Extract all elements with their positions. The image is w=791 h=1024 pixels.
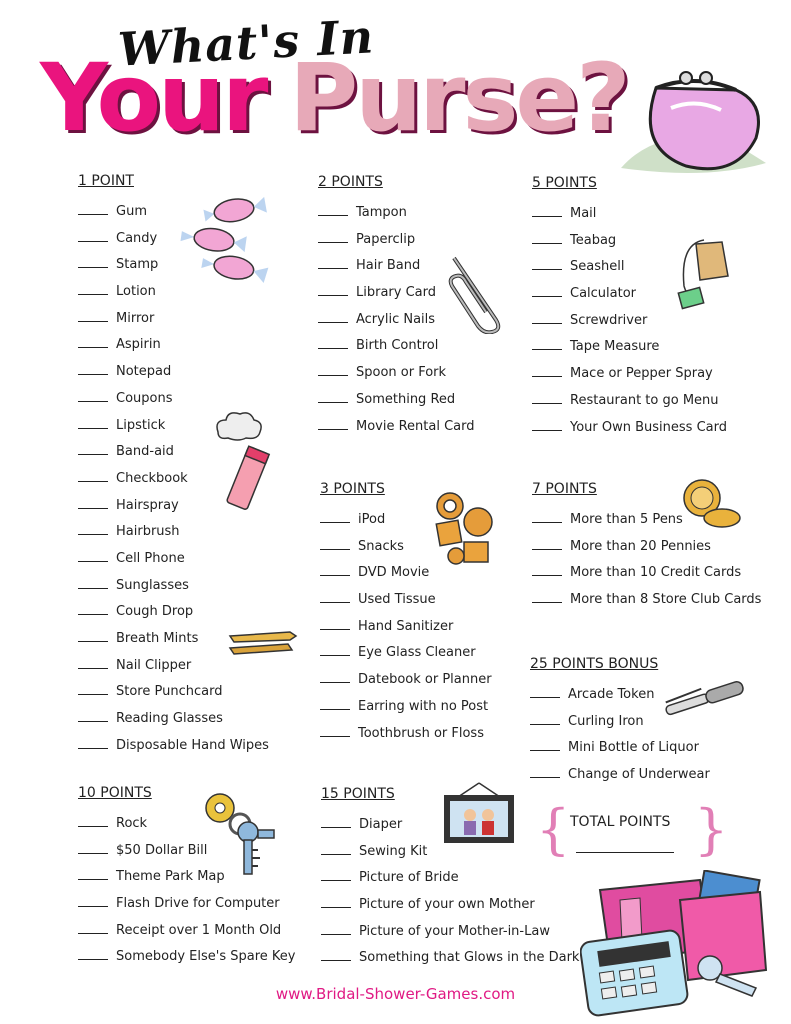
answer-blank[interactable] [78, 255, 108, 268]
item-label: Tampon [356, 205, 407, 220]
coins-icon [680, 476, 742, 530]
section-title: 7 POINTS [532, 481, 597, 497]
item-label: Lipstick [116, 417, 166, 433]
section-title: 5 POINTS [532, 175, 597, 191]
checklist-item[interactable] [78, 918, 295, 945]
item-label: More than 10 Credit Cards [570, 565, 742, 581]
answer-blank[interactable] [78, 736, 108, 749]
purse-icon [616, 68, 776, 180]
answer-blank[interactable] [318, 230, 348, 243]
answer-blank[interactable] [320, 537, 350, 550]
item-label: Change of Underwear [568, 767, 710, 783]
item-label: Receipt over 1 Month Old [116, 922, 282, 938]
answer-blank[interactable] [321, 895, 351, 908]
checklist-item[interactable] [532, 388, 727, 415]
answer-blank[interactable] [320, 590, 350, 603]
answer-blank[interactable] [532, 537, 562, 550]
item-label: Used Tissue [358, 592, 436, 608]
answer-blank[interactable] [532, 337, 562, 350]
item-label: Reading Glasses [116, 711, 223, 727]
answer-blank[interactable] [78, 682, 108, 695]
item-label: iPod [358, 512, 386, 527]
item-label: Theme Park Map [116, 869, 225, 885]
item-label: More than 8 Store Club Cards [570, 592, 762, 608]
answer-blank[interactable] [78, 656, 108, 669]
item-label: Library Card [356, 285, 436, 301]
checklist-item[interactable] [78, 332, 269, 359]
checklist-item[interactable] [78, 519, 269, 546]
checklist-item[interactable] [318, 387, 475, 414]
item-label: Birth Control [356, 338, 439, 354]
item-label: Snacks [358, 538, 404, 554]
answer-blank[interactable] [78, 629, 108, 642]
checklist-item[interactable] [320, 640, 492, 667]
checklist-item[interactable] [530, 735, 710, 762]
total-points-label: TOTAL POINTS [570, 814, 671, 830]
footer-url[interactable]: www.Bridal-Shower-Games.com [275, 985, 516, 1003]
item-label: Aspirin [116, 337, 161, 353]
answer-blank[interactable] [321, 948, 351, 961]
answer-blank[interactable] [532, 418, 562, 431]
item-label: Acrylic Nails [356, 311, 436, 327]
item-label: Flash Drive for Computer [116, 896, 280, 912]
item-label: Sewing Kit [359, 843, 428, 859]
item-label: Curling Iron [568, 713, 644, 729]
checklist-item[interactable] [532, 587, 761, 614]
main-title [40, 44, 628, 153]
checklist-item[interactable] [321, 892, 579, 919]
answer-blank[interactable] [321, 922, 351, 935]
item-label: More than 5 Pens [570, 512, 683, 527]
item-label: Nail Clipper [116, 657, 192, 673]
answer-blank[interactable] [320, 697, 350, 710]
item-label: Eye Glass Cleaner [358, 645, 476, 661]
item-label: Calculator [570, 286, 637, 302]
item-label: Store Punchcard [116, 684, 223, 700]
paperclip-icon [444, 250, 510, 334]
item-label: Mirror [116, 310, 155, 326]
item-label: Hair Band [356, 258, 421, 274]
answer-blank[interactable] [78, 576, 108, 589]
item-label: Checkbook [116, 470, 188, 486]
checklist-item[interactable] [321, 865, 579, 892]
candy-icon [176, 192, 276, 292]
answer-blank[interactable] [78, 416, 108, 429]
item-label: Stamp [116, 257, 159, 273]
answer-blank[interactable] [532, 311, 562, 324]
answer-blank[interactable] [78, 282, 108, 295]
checklist-item[interactable] [532, 560, 761, 587]
answer-blank[interactable] [318, 256, 348, 269]
answer-blank[interactable] [321, 842, 351, 855]
total-points-blank[interactable] [576, 852, 674, 853]
answer-blank[interactable] [532, 231, 562, 244]
answer-blank[interactable] [318, 203, 348, 216]
checklist-item[interactable] [530, 762, 710, 789]
answer-blank[interactable] [78, 389, 108, 402]
item-label: Teabag [570, 232, 617, 248]
checklist-item[interactable] [318, 414, 475, 441]
item-label: Notepad [116, 364, 172, 380]
header [0, 0, 791, 170]
answer-blank[interactable] [78, 496, 108, 509]
item-label: Coupons [116, 390, 173, 406]
answer-blank[interactable] [78, 947, 108, 960]
snacks-icon [428, 488, 500, 568]
item-label: Hairbrush [116, 524, 180, 540]
item-label: Breath Mints [116, 631, 199, 646]
checklist-item[interactable] [321, 919, 579, 946]
answer-blank[interactable] [78, 709, 108, 722]
title-word-purse: Purse? [289, 44, 628, 153]
item-label: Arcade Token [568, 687, 655, 702]
section-title: 25 POINTS BONUS [530, 656, 659, 672]
checklist-item[interactable] [318, 200, 475, 227]
answer-blank[interactable] [78, 362, 108, 375]
checklist-item[interactable] [532, 334, 727, 361]
item-label: More than 20 Pennies [570, 538, 711, 554]
checklist-item[interactable] [78, 891, 295, 918]
item-label: Picture of your Mother-in-Law [359, 923, 550, 939]
answer-blank[interactable] [78, 335, 108, 348]
answer-blank[interactable] [532, 510, 562, 523]
framed-picture-icon [440, 781, 518, 845]
answer-blank[interactable] [532, 391, 562, 404]
item-label: Earring with no Post [358, 698, 489, 714]
section-title: 2 POINTS [318, 174, 383, 190]
item-label: Mail [570, 206, 597, 221]
answer-blank[interactable] [320, 643, 350, 656]
checklist-item[interactable] [78, 944, 295, 971]
checklist-item[interactable] [318, 360, 475, 387]
left-brace-icon: { [536, 798, 571, 861]
item-label: Disposable Hand Wipes [116, 737, 269, 753]
item-label: Picture of Bride [359, 870, 459, 886]
answer-blank[interactable] [318, 363, 348, 376]
section-title: 15 POINTS [321, 786, 395, 802]
answer-blank[interactable] [318, 336, 348, 349]
item-label: $50 Dollar Bill [116, 842, 208, 858]
section-title: 3 POINTS [320, 481, 385, 497]
answer-blank[interactable] [78, 814, 108, 827]
total-points-box [536, 798, 729, 868]
checklist-item[interactable] [532, 361, 727, 388]
answer-blank[interactable] [78, 442, 108, 455]
answer-blank[interactable] [78, 309, 108, 322]
item-label: Something Red [356, 391, 456, 407]
item-label: Hairspray [116, 497, 179, 513]
checklist-item[interactable] [318, 333, 475, 360]
checklist-item[interactable] [321, 945, 579, 972]
answer-blank[interactable] [532, 204, 562, 217]
item-label: Diaper [359, 817, 403, 832]
checklist-item[interactable] [320, 587, 492, 614]
item-label: Cough Drop [116, 604, 194, 620]
item-label: Something that Glows in the Dark [359, 950, 580, 966]
answer-blank[interactable] [321, 868, 351, 881]
section-title: 10 POINTS [78, 785, 152, 801]
answer-blank[interactable] [78, 867, 108, 880]
item-label: Hand Sanitizer [358, 618, 454, 634]
checklist-item[interactable] [532, 201, 727, 228]
checklist-item[interactable] [78, 706, 269, 733]
answer-blank[interactable] [321, 815, 351, 828]
answer-blank[interactable] [78, 229, 108, 242]
checklist-item[interactable] [320, 694, 492, 721]
answer-blank[interactable] [78, 602, 108, 615]
item-label: Screwdriver [570, 312, 648, 328]
answer-blank[interactable] [78, 469, 108, 482]
item-label: Somebody Else's Spare Key [116, 949, 296, 965]
answer-blank[interactable] [318, 390, 348, 403]
checklist-item[interactable] [78, 599, 269, 626]
item-label: Datebook or Planner [358, 672, 492, 688]
answer-blank[interactable] [532, 563, 562, 576]
item-label: Your Own Business Card [570, 419, 727, 435]
answer-blank[interactable] [530, 712, 560, 725]
answer-blank[interactable] [532, 590, 562, 603]
answer-blank[interactable] [318, 283, 348, 296]
checklist-item[interactable] [78, 306, 269, 333]
nail-clipper-icon [226, 628, 298, 658]
checklist-item[interactable] [78, 386, 269, 413]
title-line1: What's In [116, 9, 376, 77]
checklist-item[interactable] [78, 573, 269, 600]
answer-blank[interactable] [320, 670, 350, 683]
right-brace-icon: } [694, 798, 729, 861]
checklist-item[interactable] [532, 415, 727, 442]
answer-blank[interactable] [78, 894, 108, 907]
item-label: Rock [116, 816, 148, 831]
lipstick-icon [212, 410, 282, 514]
item-label: Tape Measure [570, 339, 660, 355]
answer-blank[interactable] [78, 522, 108, 535]
keys-icon [198, 790, 278, 882]
checklist-item[interactable] [78, 359, 269, 386]
item-label: DVD Movie [358, 565, 430, 581]
answer-blank[interactable] [78, 202, 108, 215]
answer-blank[interactable] [530, 738, 560, 751]
item-label: Band-aid [116, 444, 174, 460]
answer-blank[interactable] [318, 417, 348, 430]
item-label: Toothbrush or Floss [358, 725, 484, 741]
answer-blank[interactable] [320, 617, 350, 630]
answer-blank[interactable] [78, 549, 108, 562]
item-label: Restaurant to go Menu [570, 392, 719, 408]
answer-blank[interactable] [78, 841, 108, 854]
teabag-icon [670, 234, 734, 314]
item-label: Seashell [570, 259, 625, 275]
item-label: Picture of your own Mother [359, 897, 535, 913]
checklist-item[interactable] [320, 667, 492, 694]
item-label: Mace or Pepper Spray [570, 366, 713, 382]
checklist-item[interactable] [78, 546, 269, 573]
item-label: Movie Rental Card [356, 418, 475, 434]
item-label: Lotion [116, 284, 156, 300]
answer-blank[interactable] [532, 284, 562, 297]
checklist-item[interactable] [532, 534, 761, 561]
item-label: Spoon or Fork [356, 365, 447, 381]
item-label: Paperclip [356, 231, 416, 247]
answer-blank[interactable] [530, 765, 560, 778]
answer-blank[interactable] [532, 257, 562, 270]
answer-blank[interactable] [532, 364, 562, 377]
curling-iron-icon [660, 672, 750, 722]
checklist-item[interactable] [320, 614, 492, 641]
checklist-item[interactable] [78, 733, 269, 760]
item-label: Candy [116, 230, 158, 246]
answer-blank[interactable] [320, 724, 350, 737]
title-word-your: Your [40, 44, 266, 153]
answer-blank[interactable] [530, 685, 560, 698]
item-label: Mini Bottle of Liquor [568, 740, 699, 756]
item-label: Gum [116, 204, 147, 219]
checklist-item[interactable] [78, 679, 269, 706]
answer-blank[interactable] [318, 310, 348, 323]
item-label: Cell Phone [116, 550, 185, 566]
checklist-item[interactable] [320, 721, 492, 748]
answer-blank[interactable] [78, 921, 108, 934]
section-title: 1 POINT [78, 173, 134, 189]
item-label: Sunglasses [116, 577, 189, 593]
answer-blank[interactable] [320, 510, 350, 523]
answer-blank[interactable] [320, 563, 350, 576]
